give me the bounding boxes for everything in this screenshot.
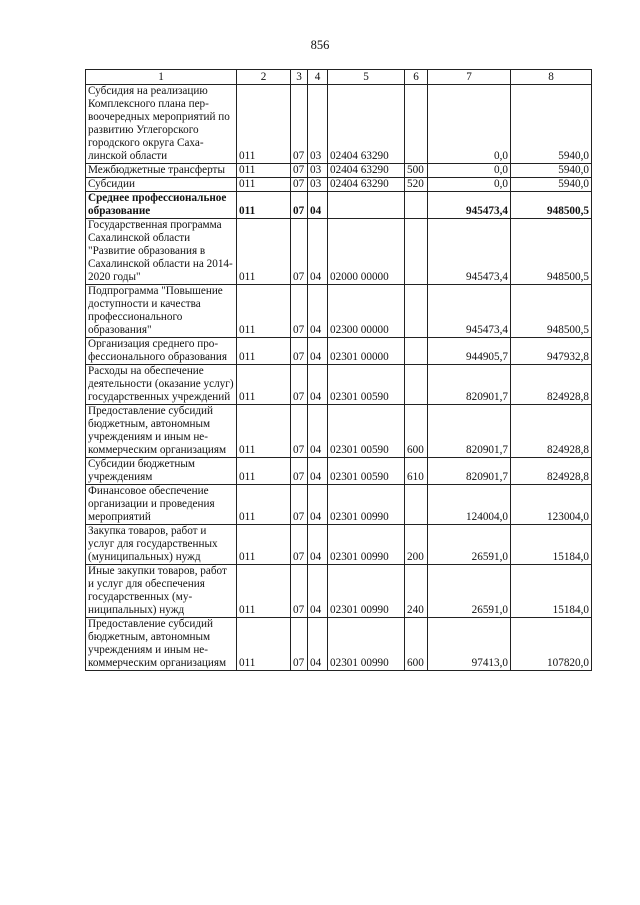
row-amount-col7-cell: 820901,7: [428, 365, 511, 405]
row-section-cell: 07: [291, 565, 308, 618]
table-row: [86, 85, 592, 164]
row-target-article-cell: 02301 00990: [328, 618, 405, 671]
row-name-cell: Иные закупки товаров, работ и услуг для обеспечения государственных (муниципальных) нужд: [86, 565, 237, 618]
row-expense-type-cell: 600: [405, 405, 428, 458]
header-col-4: 4: [308, 70, 328, 85]
row-amount-col7-cell: 945473,4: [428, 192, 511, 219]
row-target-article-cell: 02301 00000: [328, 338, 405, 365]
row-subsection-cell: 03: [308, 178, 328, 192]
table-row: [86, 405, 592, 458]
row-admin-code-cell: 011: [237, 565, 291, 618]
row-amount-col8-cell: 824928,8: [511, 405, 592, 458]
row-admin-code-cell: 011: [237, 85, 291, 164]
row-section-cell: 07: [291, 365, 308, 405]
row-amount-col8-cell: 123004,0: [511, 485, 592, 525]
row-target-article-cell: 02404 63290: [328, 164, 405, 178]
row-amount-col7-cell: 820901,7: [428, 405, 511, 458]
table-row: [86, 192, 592, 219]
row-name-cell: Среднее профессиональное образование: [86, 192, 237, 219]
row-expense-type-cell: [405, 285, 428, 338]
row-target-article-cell: 02000 00000: [328, 219, 405, 285]
row-admin-code-cell: 011: [237, 192, 291, 219]
row-expense-type-cell: 200: [405, 525, 428, 565]
row-section-cell: 07: [291, 338, 308, 365]
row-amount-col8-cell: 947932,8: [511, 338, 592, 365]
page-number: 856: [310, 38, 330, 52]
row-amount-col7-cell: 944905,7: [428, 338, 511, 365]
table-row: [86, 164, 592, 178]
row-admin-code-cell: 011: [237, 365, 291, 405]
table-row: [86, 285, 592, 338]
row-subsection-cell: 03: [308, 85, 328, 164]
row-amount-col8-cell: 824928,8: [511, 365, 592, 405]
row-amount-col8-cell: 948500,5: [511, 219, 592, 285]
row-expense-type-cell: [405, 485, 428, 525]
row-section-cell: 07: [291, 458, 308, 485]
row-subsection-cell: 04: [308, 565, 328, 618]
row-expense-type-cell: 240: [405, 565, 428, 618]
table-row: [86, 525, 592, 565]
row-target-article-cell: 02404 63290: [328, 178, 405, 192]
header-col-1: 1: [86, 70, 237, 85]
row-name-cell: Субсидии бюджетным учреждениям: [86, 458, 237, 485]
row-target-article-cell: 02301 00990: [328, 565, 405, 618]
row-subsection-cell: 03: [308, 164, 328, 178]
row-amount-col7-cell: 0,0: [428, 178, 511, 192]
row-expense-type-cell: [405, 365, 428, 405]
row-section-cell: 07: [291, 219, 308, 285]
row-amount-col7-cell: 26591,0: [428, 525, 511, 565]
row-target-article-cell: 02301 00590: [328, 405, 405, 458]
row-admin-code-cell: 011: [237, 458, 291, 485]
header-col-8: 8: [511, 70, 592, 85]
row-subsection-cell: 04: [308, 219, 328, 285]
row-name-cell: Расходы на обеспечение деятельности (оказание услуг) государственных учреждений: [86, 365, 237, 405]
row-admin-code-cell: 011: [237, 164, 291, 178]
row-section-cell: 07: [291, 178, 308, 192]
row-amount-col7-cell: 945473,4: [428, 285, 511, 338]
row-subsection-cell: 04: [308, 618, 328, 671]
budget-table: [85, 69, 592, 671]
row-expense-type-cell: [405, 219, 428, 285]
row-amount-col8-cell: 824928,8: [511, 458, 592, 485]
row-amount-col7-cell: 0,0: [428, 85, 511, 164]
row-amount-col7-cell: 945473,4: [428, 219, 511, 285]
header-col-2: 2: [237, 70, 291, 85]
table-row: [86, 219, 592, 285]
row-amount-col7-cell: 97413,0: [428, 618, 511, 671]
row-admin-code-cell: 011: [237, 525, 291, 565]
row-expense-type-cell: [405, 338, 428, 365]
row-amount-col7-cell: 26591,0: [428, 565, 511, 618]
row-target-article-cell: 02301 00590: [328, 365, 405, 405]
row-target-article-cell: [328, 192, 405, 219]
row-amount-col8-cell: 948500,5: [511, 192, 592, 219]
row-section-cell: 07: [291, 618, 308, 671]
row-admin-code-cell: 011: [237, 485, 291, 525]
row-subsection-cell: 04: [308, 485, 328, 525]
table-row: [86, 565, 592, 618]
row-target-article-cell: 02300 00000: [328, 285, 405, 338]
table-row: [86, 178, 592, 192]
row-section-cell: 07: [291, 164, 308, 178]
row-expense-type-cell: 520: [405, 178, 428, 192]
table-row: [86, 365, 592, 405]
row-expense-type-cell: 500: [405, 164, 428, 178]
row-amount-col8-cell: 107820,0: [511, 618, 592, 671]
row-expense-type-cell: [405, 192, 428, 219]
row-name-cell: Субсидия на реализацию Комплексного плана первоочередных мероприятий по развитию Углегорского городского округа Сахалинской области: [86, 85, 237, 164]
row-admin-code-cell: 011: [237, 285, 291, 338]
header-row: [86, 70, 592, 85]
row-subsection-cell: 04: [308, 525, 328, 565]
row-admin-code-cell: 011: [237, 405, 291, 458]
row-name-cell: Межбюджетные трансферты: [86, 164, 237, 178]
header-col-7: 7: [428, 70, 511, 85]
row-section-cell: 07: [291, 285, 308, 338]
row-admin-code-cell: 011: [237, 618, 291, 671]
table-row: [86, 618, 592, 671]
row-subsection-cell: 04: [308, 365, 328, 405]
row-name-cell: Подпрограмма "Повышение доступности и качества профессионального образования": [86, 285, 237, 338]
row-subsection-cell: 04: [308, 458, 328, 485]
table-row: [86, 458, 592, 485]
row-amount-col8-cell: 5940,0: [511, 164, 592, 178]
row-name-cell: Субсидии: [86, 178, 237, 192]
table-row: [86, 338, 592, 365]
row-target-article-cell: 02404 63290: [328, 85, 405, 164]
row-admin-code-cell: 011: [237, 219, 291, 285]
row-amount-col7-cell: 0,0: [428, 164, 511, 178]
row-section-cell: 07: [291, 525, 308, 565]
row-section-cell: 07: [291, 485, 308, 525]
row-section-cell: 07: [291, 192, 308, 219]
row-amount-col8-cell: 5940,0: [511, 85, 592, 164]
row-expense-type-cell: 600: [405, 618, 428, 671]
row-target-article-cell: 02301 00990: [328, 525, 405, 565]
row-admin-code-cell: 011: [237, 178, 291, 192]
row-amount-col8-cell: 15184,0: [511, 525, 592, 565]
row-section-cell: 07: [291, 405, 308, 458]
row-name-cell: Государственная программа Сахалинской области "Развитие образования в Сахалинской области на 2014-2020 годы": [86, 219, 237, 285]
row-name-cell: Финансовое обеспечение организации и проведения мероприятий: [86, 485, 237, 525]
row-section-cell: 07: [291, 85, 308, 164]
row-name-cell: Предоставление субсидий бюджетным, автономным учреждениям и иным некоммерческим организациям: [86, 618, 237, 671]
row-name-cell: Закупка товаров, работ и услуг для государственных (муниципальных) нужд: [86, 525, 237, 565]
row-target-article-cell: 02301 00590: [328, 458, 405, 485]
row-subsection-cell: 04: [308, 192, 328, 219]
row-amount-col8-cell: 948500,5: [511, 285, 592, 338]
row-subsection-cell: 04: [308, 405, 328, 458]
row-subsection-cell: 04: [308, 338, 328, 365]
header-col-6: 6: [405, 70, 428, 85]
row-admin-code-cell: 011: [237, 338, 291, 365]
header-col-3: 3: [291, 70, 308, 85]
row-name-cell: Организация среднего профессионального образования: [86, 338, 237, 365]
row-name-cell: Предоставление субсидий бюджетным, автономным учреждениям и иным некоммерческим организациям: [86, 405, 237, 458]
header-col-5: 5: [328, 70, 405, 85]
table-row: [86, 485, 592, 525]
table-body: [86, 85, 592, 671]
row-expense-type-cell: 610: [405, 458, 428, 485]
row-target-article-cell: 02301 00990: [328, 485, 405, 525]
row-amount-col7-cell: 124004,0: [428, 485, 511, 525]
row-subsection-cell: 04: [308, 285, 328, 338]
row-amount-col8-cell: 15184,0: [511, 565, 592, 618]
row-amount-col7-cell: 820901,7: [428, 458, 511, 485]
row-amount-col8-cell: 5940,0: [511, 178, 592, 192]
row-expense-type-cell: [405, 85, 428, 164]
